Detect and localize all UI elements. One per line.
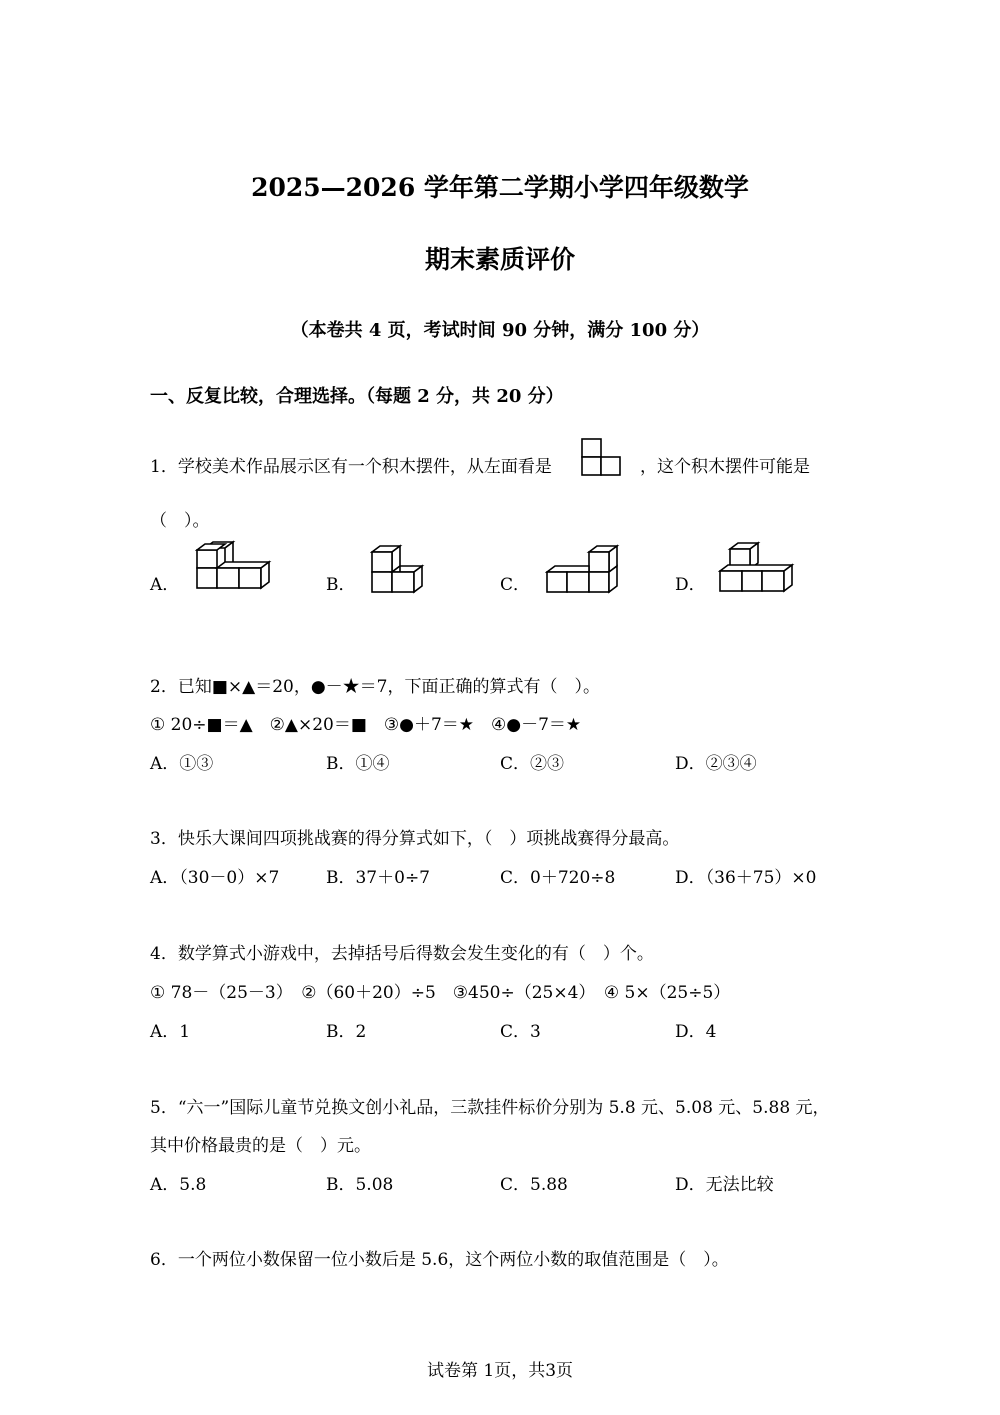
q5-option-a[interactable]: A．5.8 (150, 1175, 207, 1195)
q2-option-a[interactable]: A．①③ (150, 754, 214, 774)
q6-stem: 6．一个两位小数保留一位小数后是 5.6，这个两位小数的取值范围是（ ）。 (150, 1250, 729, 1270)
q2-stem: 2．已知■×▲＝20，●－★＝7，下面正确的算式有（ ）。 (150, 677, 600, 697)
q4-option-b[interactable]: B．2 (326, 1022, 367, 1042)
q2-option-c[interactable]: C．②③ (500, 754, 565, 774)
cube-stack-b-icon[interactable] (370, 544, 430, 596)
q4-option-d[interactable]: D．4 (675, 1022, 717, 1042)
q5-stem-line1: 5．“六一”国际儿童节兑换文创小礼品，三款挂件标价分别为 5.8 元、5.08 元、5.88 元， (150, 1098, 830, 1118)
q1-line2: （ ）。 (150, 511, 210, 531)
q4-statements: ① 78－（25－3） ②（60＋20）÷5 ③450÷（25×4） ④ 5×（25÷5） (150, 983, 731, 1003)
cube-stack-d-icon[interactable] (718, 541, 796, 596)
q3-stem: 3．快乐大课间四项挑战赛的得分算式如下，（ ）项挑战赛得分最高。 (150, 829, 680, 849)
q1-option-b-label: B． (326, 575, 356, 595)
q5-option-c[interactable]: C．5.88 (500, 1175, 568, 1195)
page-footer: 试卷第 1页，共3页 (426, 1361, 574, 1381)
q3-option-c[interactable]: C．0＋720÷8 (500, 868, 616, 888)
q1-text-before: 1．学校美术作品展示区有一个积木摆件，从左面看是 (150, 457, 552, 477)
q2-statements: ① 20÷■＝▲ ②▲×20＝■ ③●＋7＝★ ④●－7＝★ (150, 715, 582, 735)
exam-info: （本卷共 4 页，考试时间 90 分钟，满分 100 分） (290, 320, 710, 341)
q3-option-b[interactable]: B．37＋0÷7 (326, 868, 431, 888)
exam-title-line1: 2025—2026 学年第二学期小学四年级数学 (251, 173, 749, 202)
q5-option-d[interactable]: D．无法比较 (675, 1175, 774, 1195)
q4-option-a[interactable]: A．1 (150, 1022, 191, 1042)
q1-option-a-label: A． (150, 575, 180, 595)
q2-option-d[interactable]: D．②③④ (675, 754, 757, 774)
l-shape-left-view-icon (580, 437, 622, 477)
q1-text-after: ，这个积木摆件可能是 (640, 457, 810, 477)
section1-heading: 一、反复比较，合理选择。（每题 2 分，共 20 分） (150, 386, 564, 407)
q1-option-c-label: C． (500, 575, 531, 595)
q5-stem-line2: 其中价格最贵的是（ ）元。 (150, 1136, 371, 1156)
exam-title-line2: 期末素质评价 (424, 245, 575, 274)
q1-option-d-label: D． (675, 575, 706, 595)
q4-stem: 4．数学算式小游戏中，去掉括号后得数会发生变化的有（ ）个。 (150, 944, 654, 964)
q5-option-b[interactable]: B．5.08 (326, 1175, 394, 1195)
q4-option-c[interactable]: C．3 (500, 1022, 541, 1042)
cube-stack-c-icon[interactable] (545, 544, 623, 596)
q2-option-b[interactable]: B．①④ (326, 754, 390, 774)
q3-option-d[interactable]: D．（36＋75）×0 (675, 868, 817, 888)
cube-stack-a-icon[interactable] (195, 540, 277, 595)
q3-option-a[interactable]: A．（30－0）×7 (150, 868, 280, 888)
